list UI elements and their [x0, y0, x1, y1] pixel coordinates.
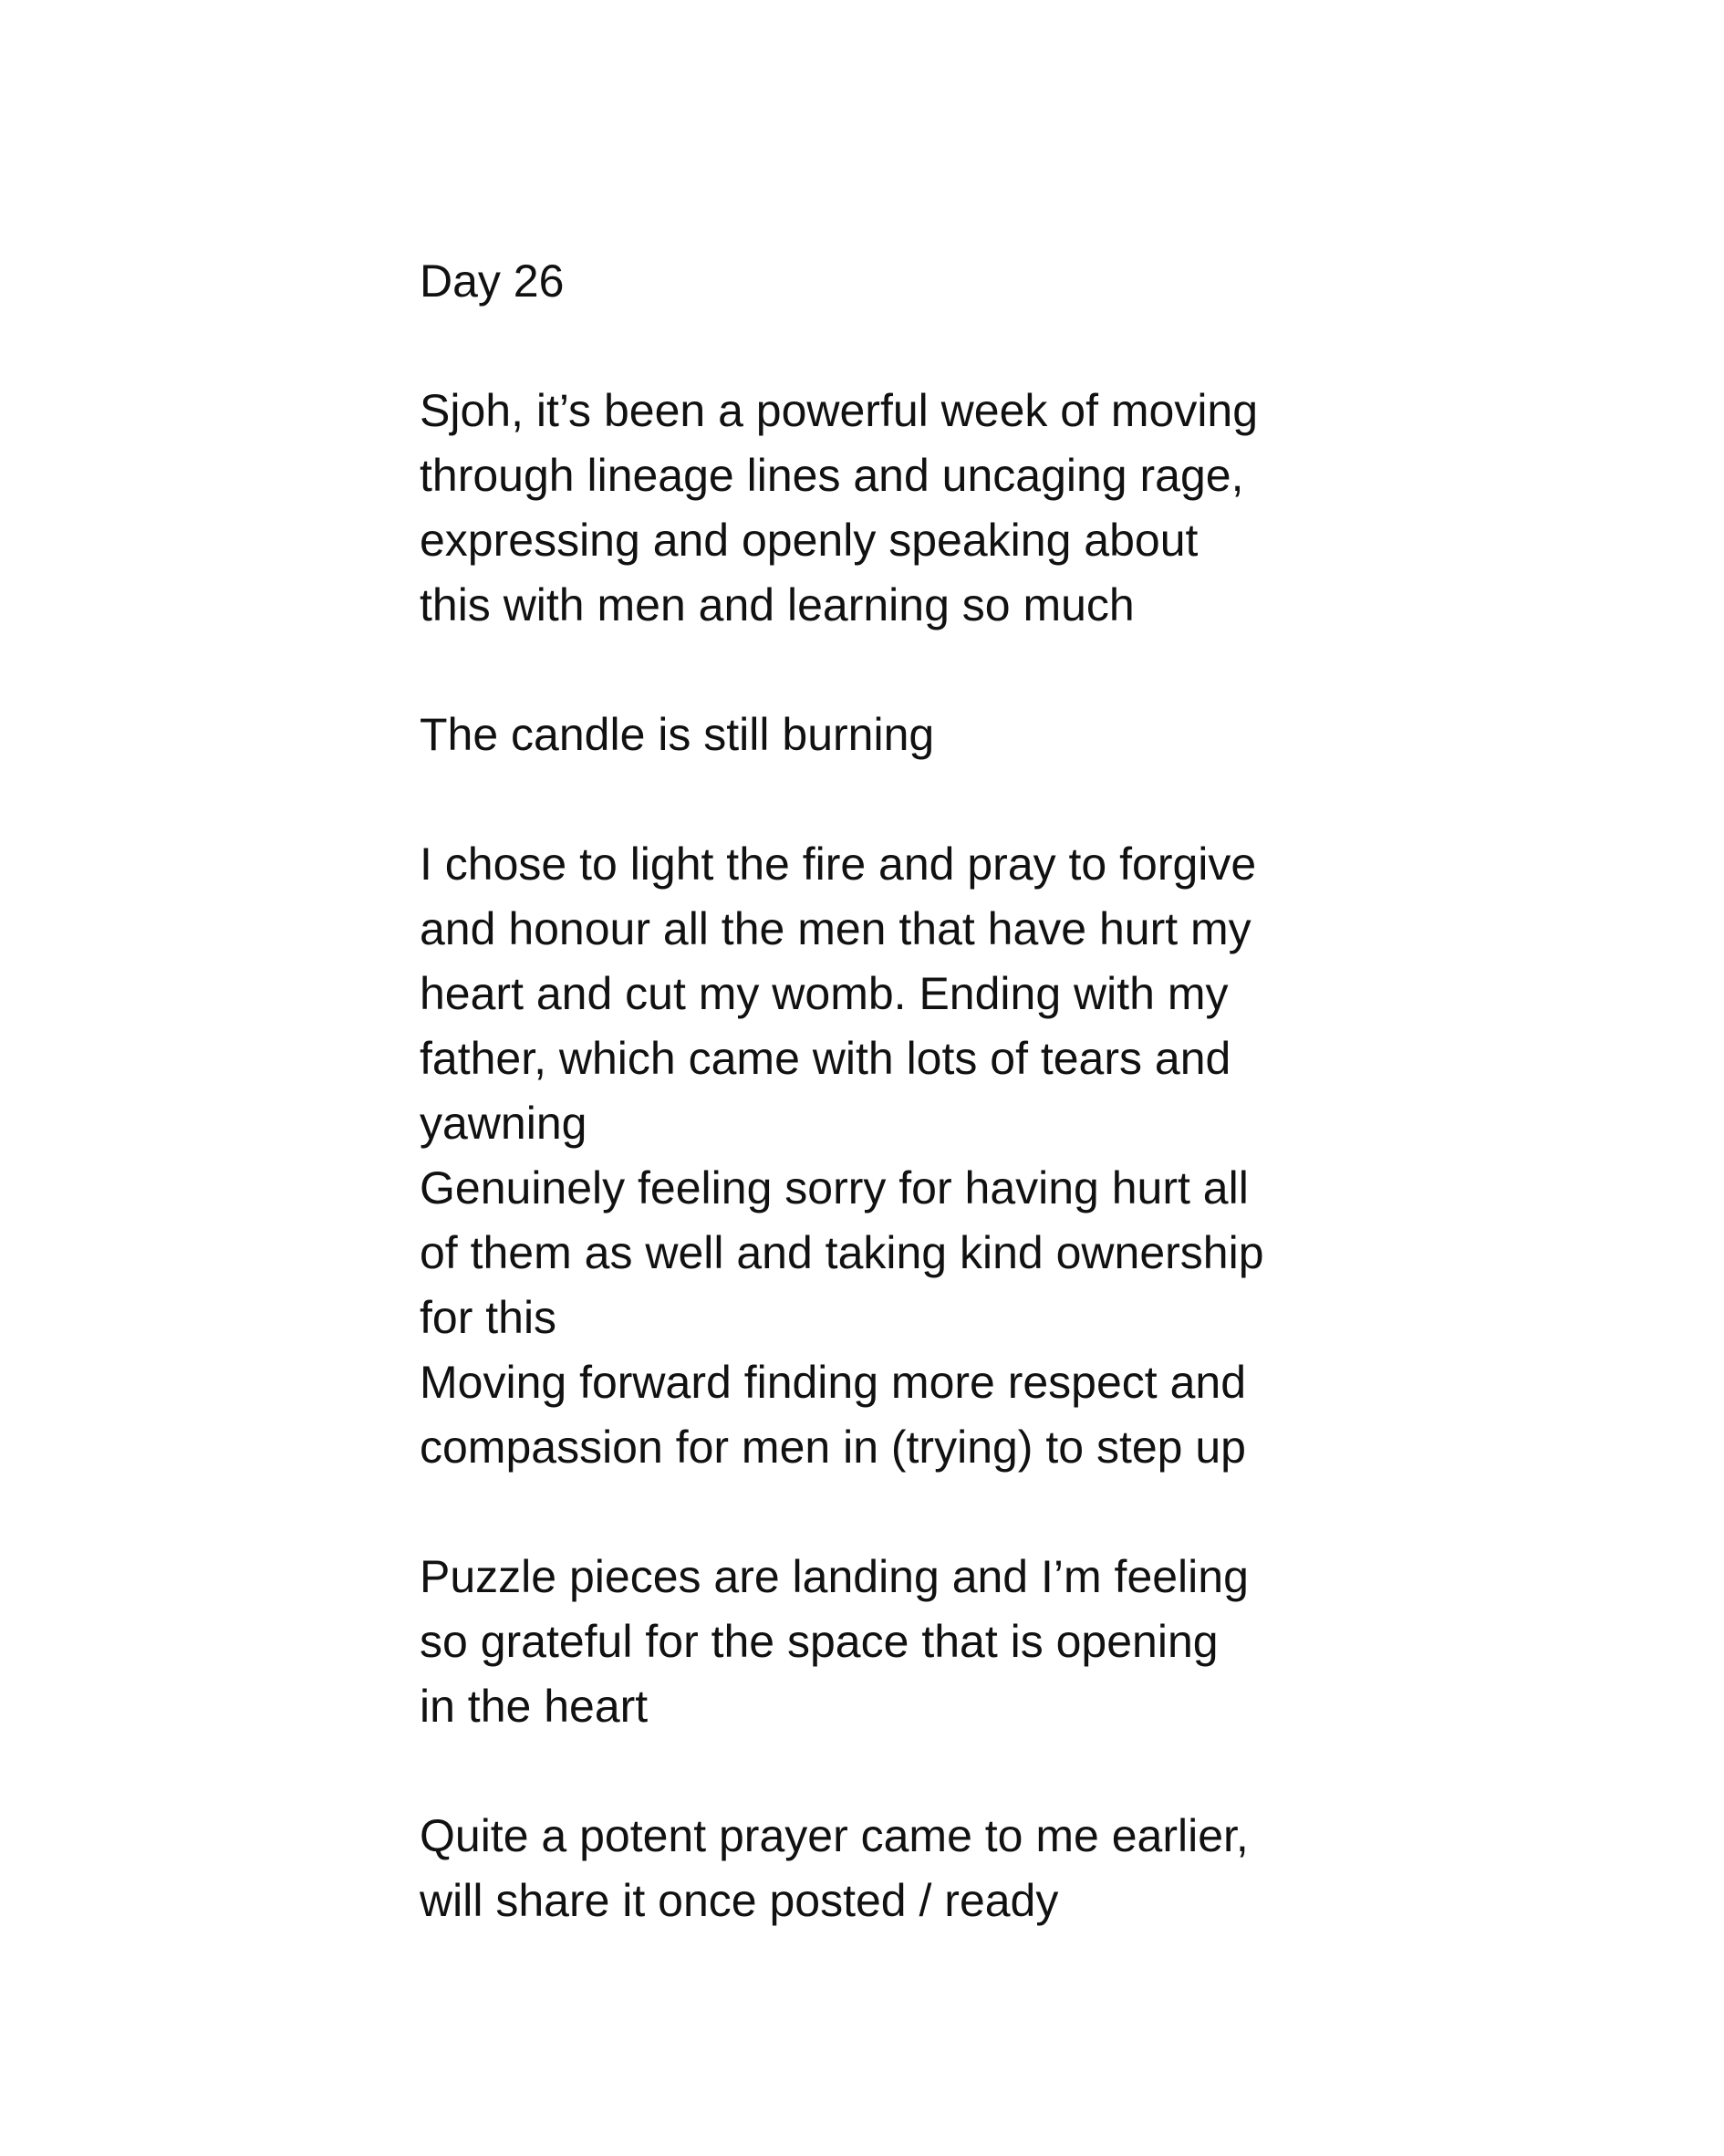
text-line: will share it once posted / ready	[420, 1875, 1059, 1926]
text-line: father, which came with lots of tears and	[420, 1033, 1231, 1084]
text-line: and honour all the men that have hurt my	[420, 903, 1251, 954]
note-body	[420, 249, 1405, 1933]
note-title: Day 26	[420, 255, 565, 307]
paragraph-1	[420, 379, 1405, 638]
paragraph-gap	[420, 1739, 1405, 1804]
text-line: heart and cut my womb. Ending with my	[420, 968, 1229, 1019]
paragraph-3	[420, 832, 1405, 1480]
text-line: Moving forward finding more respect and	[420, 1357, 1247, 1408]
text-line: in the heart	[420, 1681, 649, 1732]
text-line: yawning	[420, 1098, 587, 1149]
text-line: Puzzle pieces are landing and I’m feeling	[420, 1551, 1249, 1602]
paragraph-gap	[420, 638, 1405, 703]
paragraph-2	[420, 703, 1405, 767]
text-line: Quite a potent prayer came to me earlier,	[420, 1810, 1249, 1861]
text-line: of them as well and taking kind ownership	[420, 1227, 1264, 1278]
text-line: this with men and learning so much	[420, 579, 1135, 630]
text-line: Genuinely feeling sorry for having hurt all	[420, 1162, 1249, 1213]
text-line: The candle is still burning	[420, 709, 935, 760]
paragraph-gap	[420, 1480, 1405, 1545]
text-line: so grateful for the space that is opening	[420, 1616, 1219, 1667]
text-line: for this	[420, 1292, 557, 1343]
paragraph-5	[420, 1804, 1405, 1933]
paragraph-4	[420, 1545, 1405, 1739]
text-line: through lineage lines and uncaging rage,	[420, 450, 1244, 501]
paragraph-gap	[420, 314, 1405, 379]
text-line: expressing and openly speaking about	[420, 515, 1199, 566]
paragraph-gap	[420, 767, 1405, 832]
text-line: Sjoh, it’s been a powerful week of moving	[420, 385, 1259, 436]
text-line: I chose to light the fire and pray to forgive	[420, 838, 1257, 890]
text-line: compassion for men in (trying) to step up	[420, 1422, 1246, 1473]
